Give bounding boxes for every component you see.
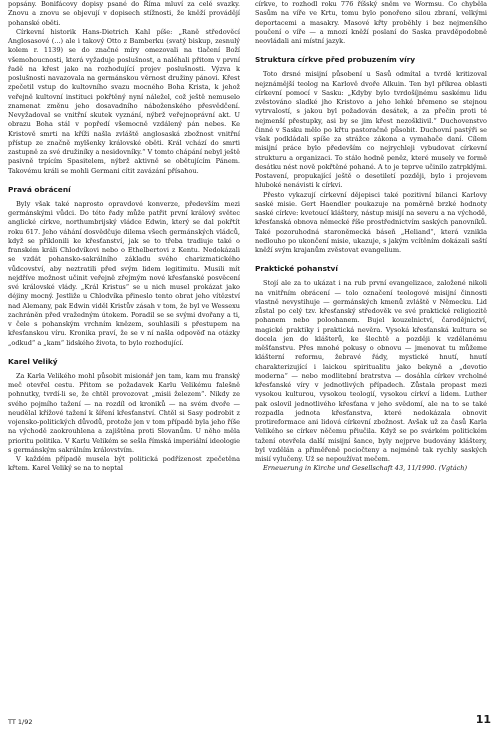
charlemagne-paragraph-2: V každém případě musela být politická podřízenost zpečetěna křtem. Karel Veliký se na to neptal: [8, 455, 240, 473]
church-structure-paragraph-1: Toto drsné misijní působení u Sasů odmítal a tvrdě kritizoval nejznámější teolog na Karlově dvoře Alkuin. Ten byl příkrea oblasti církevní pomocí v Sasku: „Kdyby bylo tvrdošíjnému saskému lidu zvěstováno sladké jho Kristovo a jeho lehké břemeno se stejnou vytrvalostí, s jakou byl požadován desátek, a za přečin proti té nejmenší přestupky, asi by se jim křest nezošklivil.“ Duchovenstvo činné v Sasku mělo po křtu pastoračně působit. Duchovní pastýři se však podkládali spíše za strážce zákona a vymahače daní. Cílem misijní práce bylo především co nejrychleji vybudovat církevní strukturu a organizaci. To stálo hodně peněz, které musely ve formě desátku nést nově pokřtěné pohané. A to je teprve učinilo zatrpklými. Postavení, propukající ještě o desetiletí později, bylo i projevem hluboké nenávisti k církvi.: [255, 70, 487, 190]
section-heading-practical-paganism: Praktické pohanství: [255, 264, 338, 274]
right-column: [255, 0, 487, 474]
charlemagne-paragraph-1: Za Karla Velikého mohl působit misionář jen tam, kam mu franský meč otevřel cestu. Přitom se požadavek Karlu Velikému falešně pohnutky, tvrdí-li se, že chtěl provozovat „misii železem“. Nikdy ze svého pojmího tažení — na rozdíl od kroniků — na svém dvoře — neudělal křížové tažení k šíření křesťanství. Chtěl si Sasy podrobit z vojensko-politických důvodů, protože jen v tom případě byla jeho říše na východě zaokrouhlena a zajištěna proti Slovanům. U něho měla prioritu politika. V Karlu Velikém se sešla římská imperiální ideologie s germánským sakrálním královstvím.: [8, 371, 240, 454]
historian-quote-paragraph: Církevní historik Hans-Dietrich Kahl píše: „Raně středověcí Anglosasové (...) ale i takový Otto z Bamberku (svatý biskup, zesnulý kolem r. 1139) se do značné míry omezovali na tlačení Boží všemohoucnosti, která vyžaduje poslušnost, a naléhali přitom v první řadě na křest jako na rozhodující projev poslušnosti. Výzva k poslušnosti navazovala na germánskou věrnost družiny pánovi. Křest zpečetil vstup do kultovního svazu mocného Boha Krista, k jehož veřejně kultovní instituci pokřtěný nyní náležel, což ještě nemuselo znamenat změnu jeho dosavadního náboženského přesvědčení. Nevyžadoval se vnitřní skutek vyznání, nýbrž veřejnoprávní akt. U obrazu Boha stál v popředí všemocně vzdálený pán nebes. Ke Kristově smrti na kříži našla zvláště anglosaská zbožnost vnitřní přístup ze značně mylšenky královské oběti. Král vchází do smrti zastupně za své družiníky a nesidovníky.“ V tomto chápání nebyl ještě pasivně trpícím Spasitelem, nýbrž aktivně se obětujícím Pánem. Takovému králi se mohli Germani cítit zavázání přísahou.: [8, 27, 240, 175]
church-structure-paragraph-2: Přesto vykazují církevní dějepisci také pozitivní bilanci Karlovy saské misie. Gert Haendler poukazuje na poměrně brzké hodnoty saské církve: kvetoucí kláštery, nástup misijí na severu a na východě, křesťanská obnova německé říše prostřednictvím saských panovníků. Také pozoruhodná staroněmecká báseň „Heliand“, která vznikla nedlouho po ukončení misie, ukazuje, s jakým vcítěním dokázali saští kněží svým krajanům zvěstovat evangelium.: [255, 190, 487, 254]
issue-label: TT 1/92: [8, 718, 33, 726]
section-heading-charlemagne: Karel Veliký: [8, 356, 58, 366]
section-heading-true-conversions: Pravá obrácení: [8, 184, 71, 194]
intro-paragraph: popsány. Bonifácovy dopisy psané do Říma mluví za celé svazky. Znovu a znovu se objevují v dopisech stížnosti, že kněží provádějí pohanské oběti.: [8, 0, 240, 27]
section-heading-church-structure: Struktura církve před probuzením víry: [255, 55, 416, 65]
left-column: [8, 0, 240, 474]
practical-paganism-paragraph: Stojí ale za to ukázat i na rub první evangelizace, založené nikoli na vnitřním obrácení — tolo označení teologové misijní činnosti vlastně nevystihuje — germánských kmenů zvláště v Německu. Lid zůstal po celý tzv. křesťanský středověk ve své praktické religiozitě pohanem nebo poloohanem. Bujel kouzelnictví, čarodějnictví, magické praktiky i praktická nevěra. Vysoká křesťanská kultura se docela jen do klášterů, ke šlechtě a později k vzdělanému měšťanstvu. Přes mnohé pokusy o obnovu — jmenovat tu můžeme klášterní reformu, žebravé řády, mystické hnutí, hnutí charakterizující i laickou spiritualitu jako bekyně a „devotio moderna“ — nebo modlitební bratrstva — dosáhla církev vrcholné křesťanské víry v jednotlivých případech. Zůstala propast mezi vysokou kulturou, vysokou teologií, vysokou církví a lidem. Luther pak oslovil jednotlivého křesťana v jeho svědomí, ale na to se také rozpadla jednota křesťanstva, které nedokázala obnovit protireformace ani lidová církevní zbožnost. Avšak už za časů Karla Velikého se církev něčemu přiučila. Když se po svárkém politickém tažení otevřela další misijní šance, byly nejprve budovány kláštery, byl vzdělán a přiměřeně pociočteny a nejméně tak rychly saských misií vylučeny. Už se nepoužívat mečem.: [255, 279, 487, 463]
page-number: 11: [475, 713, 491, 726]
true-conversions-paragraph: Byly však také naprosto opravdové konverze, především mezi germánskými vůdci. Do této řady může patřit první králový světec anglické církve, northumbrijský vládce Edwin, který se dal pokřtít roku 617. Jeho váhání dosvědčuje dilema všech germánských vládců, když se přiklonili ke křesťanství, jak se to třeba tradiuje také o franském králi Chlodvíkovi nebo o Ethelbertovi z Kentu. Nedokázali se vzdát pohansko-sakrálního základu svého charizmatického vůdcovství, aby neztratili před svým lidem legitimitu. Musili mít nejdříve možnost učinit veřejně zřejmým nové křesťanské posvěcení své královské vlády. „Král Kristus“ se u nich musel prokázat jako déjiny mocný. Jestliže u Chlodvíka přineslo tento obrat jeho vítězství nad Alemany, pak Edwin viděl Kristův zásah v tom, že byl ve Wessexu zachráněn před vražedným útokem. Poradil se se svými dvořany a ti, v čele s pohanským vrchním knězem, souhlasili s přestupem na křesťanskou víru. Kronika praví, že se v ní našla odpověď na otázky „odkud“ a „kam“ lidského života, to bylo rozhodující.: [8, 199, 240, 347]
continuation-paragraph: církve, to rozhodl roku 776 říšský sněm ve Wormsu. Co chyběla Sasům na víře ve Krtu, tomu bylo ponořeno silou zbraní, velkými deportacemi a masakry. Masové křty proběhly i bez nejmenšího poučení o víře — a mnozí kněží poslaní do Saska pravděpodobně neovládali ani místní jazyk.: [255, 0, 487, 45]
source-citation: Erneuerung in Kirche und Gesellschaft 43, 11/1990. (Vgtách): [263, 464, 468, 473]
